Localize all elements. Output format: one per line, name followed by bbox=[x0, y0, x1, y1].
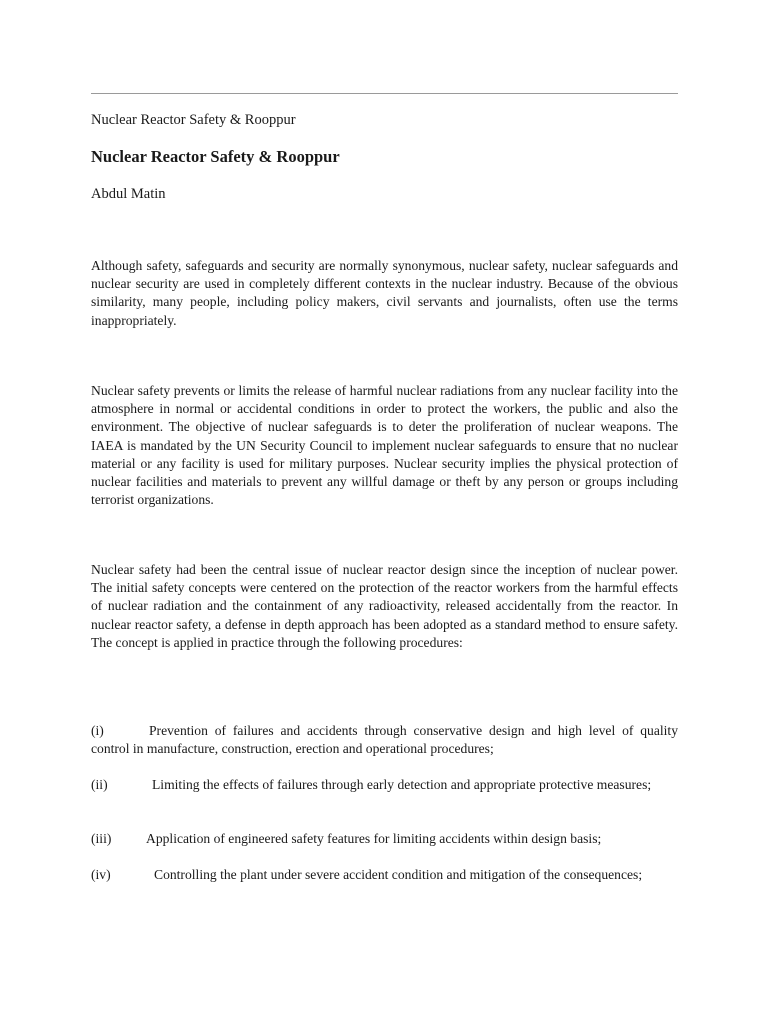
author-name: Abdul Matin bbox=[91, 186, 166, 202]
list-item-text: Prevention of failures and accidents through conservative design and high level of quality control in manufacture, construction, erection and operational procedures; bbox=[91, 723, 678, 757]
document-title: Nuclear Reactor Safety & Rooppur bbox=[91, 147, 340, 166]
list-marker: (i) bbox=[91, 723, 104, 738]
paragraph-definitions: Nuclear safety prevents or limits the release of harmful nuclear radiations from any nuclear facility into the atmosphere in normal or accidental conditions in order to protect the workers, the public and also the environment. The objective of nuclear safeguards is to deter the proliferation of nuclear weapons. The IAEA is mandated by the UN Security Council to implement nuclear safeguards to ensure that no nuclear material or any facility is used for military purposes. Nuclear security implies the physical protection of nuclear facilities and materials to prevent any willful damage or theft by any person or groups including terrorist organizations. bbox=[91, 383, 678, 508]
paragraph-safety-design: Nuclear safety had been the central issue of nuclear reactor design since the inception of nuclear power. The initial safety concepts were centered on the protection of the reactor workers from the harmful effects of nuclear radiation and the containment of any radioactivity, released accidentally from the reactor. In nuclear reactor safety, a defense in depth approach has been adopted as a standard method to ensure safety. The concept is applied in practice through the following procedures: bbox=[91, 562, 678, 650]
paragraph-intro: Although safety, safeguards and security are normally synonymous, nuclear safety, nuclear safeguards and nuclear security are used in completely different contexts in the nuclear industry. Because of the obvious similarity, many people, including policy makers, civil servants and journalists, often use the terms inappropriately. bbox=[91, 258, 678, 328]
list-item bbox=[91, 866, 678, 884]
list-item-text: Limiting the effects of failures through early detection and appropriate protective measures; bbox=[152, 777, 652, 792]
list-marker: (ii) bbox=[91, 777, 108, 792]
top-divider bbox=[91, 93, 678, 94]
list-item bbox=[91, 830, 678, 848]
list-item-text: Controlling the plant under severe accident condition and mitigation of the consequences; bbox=[154, 867, 643, 882]
list-item-text: Application of engineered safety features for limiting accidents within design basis; bbox=[146, 831, 602, 846]
list-marker: (iii) bbox=[91, 831, 112, 846]
running-header: Nuclear Reactor Safety & Rooppur bbox=[91, 112, 296, 128]
list-item bbox=[91, 776, 678, 794]
list-marker: (iv) bbox=[91, 867, 111, 882]
list-item bbox=[91, 722, 678, 758]
